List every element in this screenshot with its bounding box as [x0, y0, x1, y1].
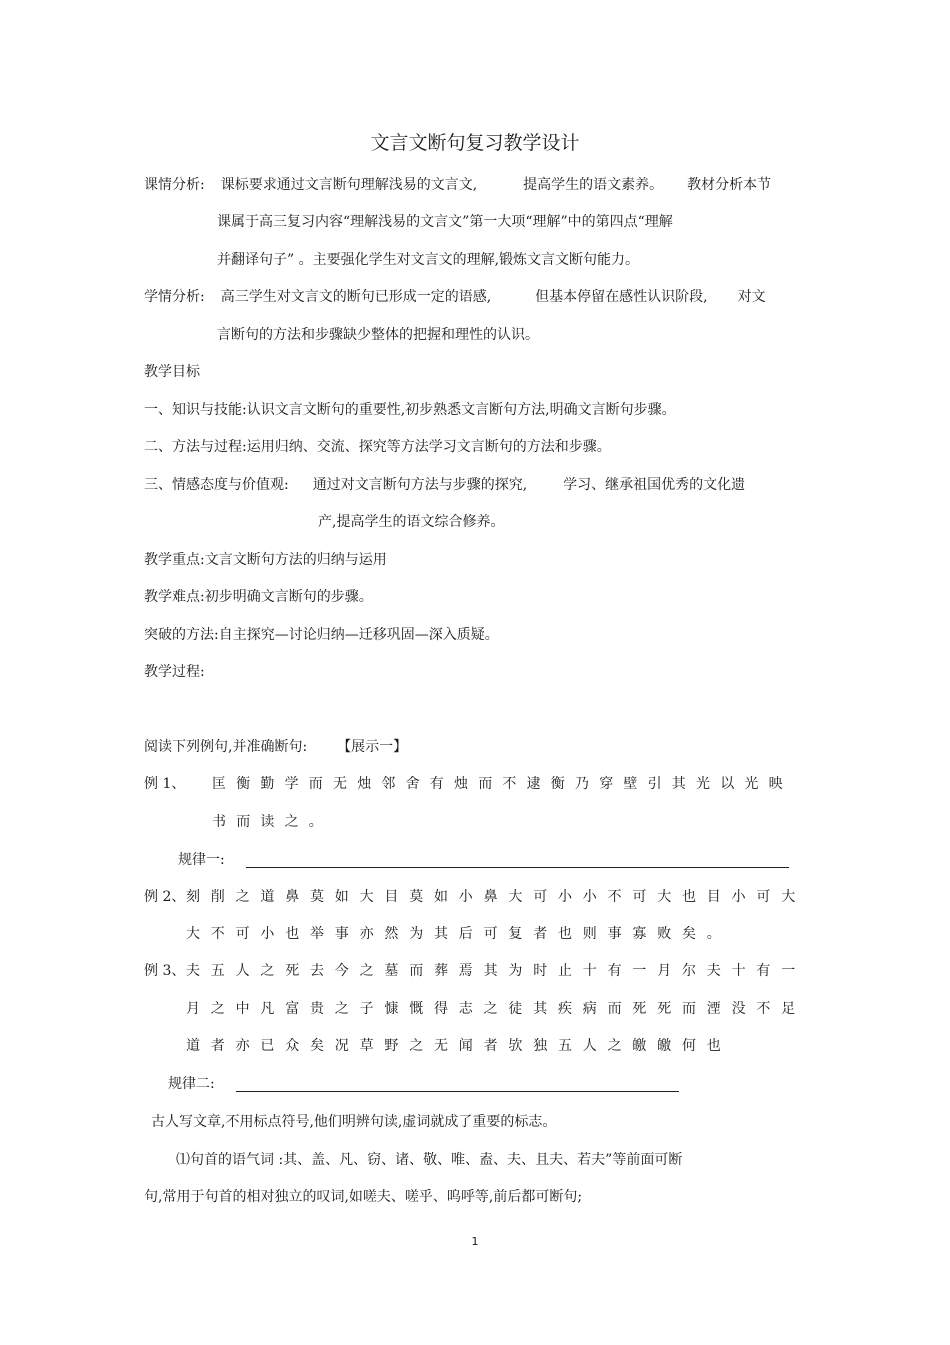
goal-emotion-line-2: 产,提高学生的语文综合修养。 — [318, 514, 505, 530]
teaching-focus: 教学重点:文言文断句方法的归纳与运用 — [144, 552, 387, 568]
example-1-line-1: 匡衡勤学而无烛邻舍有烛而不逮衡乃穿壁引其光以光映 — [212, 776, 793, 792]
reading-lead: 阅读下列例句,并准确断句: — [144, 739, 308, 755]
goal-knowledge: 一、知识与技能:认识文言文断句的重要性,初步熟悉文言断句方法,明确文言断句步骤。 — [144, 402, 676, 418]
example-2-line-1: 刻削之道鼻莫如大目莫如小鼻大可小小不可大也目小可大 — [186, 889, 806, 905]
student-analysis-part-3: 对文 — [737, 289, 766, 305]
page-number: 1 — [471, 1235, 479, 1248]
goal-emotion-part-1: 通过对文言断句方法与步骤的探究, — [312, 477, 528, 493]
function-word-note: 古人写文章,不用标点符号,他们明辨句读,虚词就成了重要的标志。 — [151, 1114, 557, 1130]
example-1-label: 例 1、 — [144, 776, 186, 792]
course-analysis-part-2: 提高学生的语文素养。 — [523, 177, 664, 193]
goal-method: 二、方法与过程:运用归纳、交流、探究等方法学习文言断句的方法和步骤。 — [144, 439, 611, 455]
display-tag: 【展示一】 — [337, 739, 408, 755]
student-analysis-label: 学情分析: — [144, 289, 205, 305]
course-analysis-part-1: 课标要求通过文言断句理解浅易的文言文, — [220, 177, 478, 193]
rule-1-blank-line — [246, 867, 789, 868]
student-analysis-line-2: 言断句的方法和步骤缺少整体的把握和理性的认识。 — [217, 327, 539, 343]
rule-1-label: 规律一: — [178, 852, 225, 868]
goal-emotion-label: 三、情感态度与价值观: — [144, 477, 289, 493]
course-analysis-line-1 — [144, 176, 771, 194]
example-2-label: 例 2、 — [144, 889, 186, 905]
student-analysis-part-2: 但基本停留在感性认识阶段, — [535, 289, 708, 305]
goal-emotion-line-1 — [144, 476, 745, 494]
student-analysis-line-1 — [144, 288, 766, 306]
example-3-line-3: 道者亦已众矣况草野之无闻者欤独五人之皦皦何也 — [186, 1038, 732, 1054]
course-analysis-line-3: 并翻译句子” 。主要强化学生对文言文的理解,锻炼文言文断句能力。 — [217, 252, 640, 268]
goal-emotion-part-2: 学习、继承祖国优秀的文化遗 — [563, 477, 746, 493]
point-1-line-2: 句,常用于句首的相对独立的叹词,如嗟夫、嗟乎、呜呼等,前后都可断句; — [144, 1189, 583, 1205]
document-title: 文言文断句复习教学设计 — [370, 132, 580, 154]
rule-2-blank-line — [236, 1091, 679, 1092]
student-analysis-part-1: 高三学生对文言文的断句已形成一定的语感, — [220, 289, 492, 305]
course-analysis-label: 课情分析: — [144, 177, 205, 193]
example-3-line-1: 夫五人之死去今之墓而葬焉其为时止十有一月尔夫十有一 — [186, 963, 806, 979]
example-1-line-2: 书而读之。 — [212, 814, 333, 830]
reading-instruction — [144, 738, 407, 756]
course-analysis-part-3: 教材分析本节 — [687, 177, 772, 193]
breakthrough-method: 突破的方法:自主探究—讨论归纳—迁移巩固—深入质疑。 — [144, 627, 499, 643]
goals-heading: 教学目标 — [144, 364, 200, 380]
rule-2-label: 规律二: — [168, 1076, 215, 1092]
example-3-line-2: 月之中凡富贵之子慷慨得志之徒其疾病而死死而湮没不足 — [186, 1001, 806, 1017]
teaching-process-heading: 教学过程: — [144, 664, 205, 680]
teaching-difficulty: 教学难点:初步明确文言断句的步骤。 — [144, 589, 373, 605]
course-analysis-line-2: 课属于高三复习内容“理解浅易的文言文”第一大项“理解”中的第四点“理解 — [217, 214, 673, 230]
example-2-line-2: 大不可小也举事亦然为其后可复者也则事寡败矣。 — [186, 926, 732, 942]
point-1-line-1: ⑴句首的语气词 :其、盖、凡、窃、诸、敬、唯、盍、夫、且夫、若夫”等前面可断 — [176, 1152, 683, 1168]
example-3-label: 例 3、 — [144, 963, 186, 979]
